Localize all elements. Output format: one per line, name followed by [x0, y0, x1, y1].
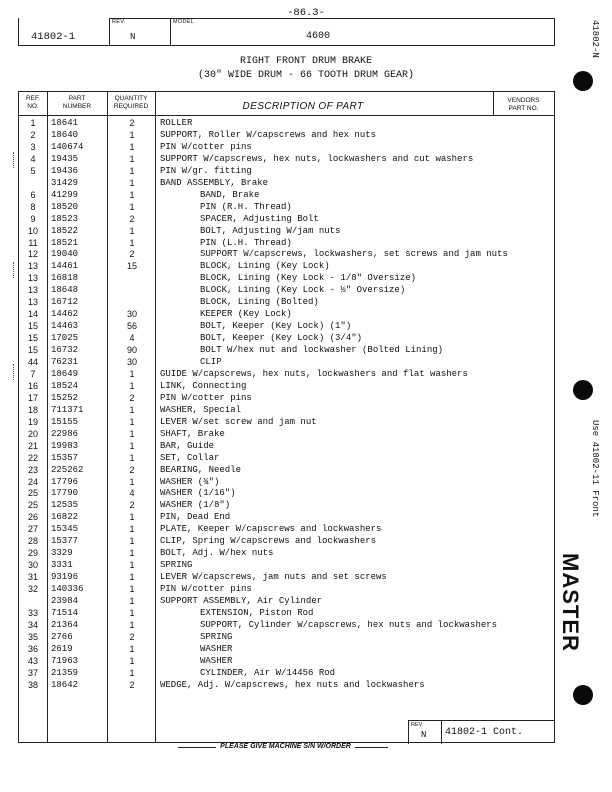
table-row	[19, 260, 554, 272]
table-row	[19, 476, 554, 488]
table-row	[19, 643, 554, 655]
margin-use-note: Use 41802-11 Front	[590, 420, 600, 518]
description-cell: BOLT, Keeper (Key Lock) (3/4")	[200, 333, 363, 344]
ref-cell: 28	[27, 536, 38, 547]
description-cell: BAND ASSEMBLY, Brake	[160, 177, 269, 188]
quantity-cell: 1	[129, 476, 135, 487]
table-row	[19, 296, 554, 308]
part-number-cell: 140674	[51, 141, 84, 152]
ref-cell: 37	[27, 667, 38, 678]
quantity-cell: 1	[129, 548, 135, 559]
header-model: 4600	[306, 31, 331, 42]
table-row	[19, 511, 554, 523]
part-number-cell: 18641	[51, 118, 79, 128]
ref-cell: 20	[27, 428, 38, 439]
part-number-cell: 18522	[51, 225, 79, 236]
ref-cell: 22	[27, 452, 38, 463]
part-number-cell: 3331	[51, 560, 73, 571]
part-number-cell: 21359	[51, 667, 79, 678]
quantity-cell: 1	[129, 524, 135, 535]
quantity-cell: 2	[129, 464, 135, 475]
part-number-cell: 15357	[51, 452, 79, 463]
ref-cell: 13	[27, 273, 38, 284]
description-cell: PLATE, Keeper W/capscrews and lockwashers	[160, 524, 382, 535]
part-number-cell: 19040	[51, 249, 79, 260]
table-row	[19, 129, 554, 141]
table-row	[19, 141, 554, 153]
quantity-cell: 2	[129, 213, 135, 224]
quantity-cell: 1	[129, 572, 135, 583]
table-row	[19, 392, 554, 404]
punch-hole-top	[573, 71, 593, 91]
description-cell: ROLLER	[160, 118, 193, 128]
page-subtitle: (30" WIDE DRUM - 66 TOOTH DRUM GEAR)	[197, 70, 415, 81]
quantity-cell: 1	[129, 237, 135, 248]
quantity-cell: 1	[129, 201, 135, 212]
part-number-cell: 3329	[51, 548, 73, 559]
description-cell: BLOCK, Lining (Bolted)	[200, 297, 319, 308]
part-number-cell: 140336	[51, 584, 84, 595]
table-row	[19, 356, 554, 368]
description-cell: SUPPORT, Roller W/capscrews and hex nuts	[160, 129, 377, 140]
ref-cell: 31	[27, 572, 38, 583]
description-cell: WASHER (¾")	[160, 476, 220, 487]
description-cell: BLOCK, Lining (Key Lock)	[200, 261, 330, 272]
description-cell: KEEPER (Key Lock)	[200, 309, 292, 320]
description-cell: SHAFT, Brake	[160, 428, 225, 439]
quantity-cell: 1	[129, 655, 135, 666]
part-number-cell: 16732	[51, 345, 79, 356]
quantity-cell: 1	[129, 536, 135, 547]
quantity-cell: 30	[126, 309, 137, 320]
part-number-cell: 18520	[51, 201, 79, 212]
footer-note-container	[18, 743, 553, 750]
quantity-cell: 1	[129, 619, 135, 630]
description-cell: PIN, Dead End	[160, 512, 231, 523]
description-cell: BAR, Guide	[160, 440, 215, 451]
quantity-cell: 1	[129, 177, 135, 188]
parts-table	[18, 91, 555, 743]
quantity-cell: 1	[129, 141, 135, 152]
table-row	[19, 213, 554, 225]
table-row	[19, 607, 554, 619]
part-number-cell: 16818	[51, 273, 79, 284]
ref-cell: 21	[27, 440, 38, 451]
ref-cell: 5	[30, 165, 36, 176]
quantity-cell: 90	[126, 345, 137, 356]
description-cell: WASHER (1/16")	[160, 488, 236, 499]
ref-cell: 44	[27, 357, 38, 367]
rev-caption: REV.	[112, 19, 126, 25]
table-row	[19, 523, 554, 535]
table-column-headers	[19, 92, 554, 116]
margin-top-code: 41802-N	[590, 20, 600, 58]
table-row	[19, 320, 554, 332]
quantity-cell: 1	[129, 512, 135, 523]
quantity-cell: 1	[129, 596, 135, 606]
ref-cell: 6	[30, 189, 36, 200]
description-cell: LEVER W/capscrews, jam nuts and set screws	[160, 572, 387, 583]
table-row	[19, 248, 554, 260]
description-cell: WEDGE, Adj. W/capscrews, hex nuts and lockwashers	[160, 679, 425, 690]
model-caption: MODEL	[173, 19, 195, 25]
table-row	[19, 499, 554, 511]
margin-tick	[13, 262, 14, 278]
quantity-cell: 2	[129, 500, 135, 511]
header-part-number: 41802-1	[31, 31, 76, 43]
ref-cell: 9	[30, 213, 36, 224]
ref-cell: 29	[27, 548, 38, 559]
description-cell: GUIDE W/capscrews, hex nuts, lockwashers and flat washers	[160, 368, 468, 379]
description-cell: PIN W/cotter pins	[160, 392, 252, 403]
description-cell: BLOCK, Lining (Key Lock - 1/8" Oversize)	[200, 273, 417, 284]
quantity-cell: 15	[126, 261, 137, 272]
quantity-cell: 30	[126, 357, 137, 367]
ref-cell: 30	[27, 560, 38, 571]
ref-cell: 13	[27, 297, 38, 308]
margin-tick	[13, 152, 14, 168]
quantity-cell: 1	[129, 368, 135, 379]
punch-hole-middle	[573, 380, 593, 400]
quantity-cell: 1	[129, 560, 135, 571]
part-number-cell: 18649	[51, 368, 79, 379]
part-number-cell: 15345	[51, 524, 79, 535]
ref-cell: 16	[27, 380, 38, 391]
table-row	[19, 177, 554, 189]
table-row	[19, 452, 554, 464]
description-cell: PIN W/gr. fitting	[160, 165, 252, 176]
ref-cell: 11	[28, 237, 38, 248]
description-cell: BLOCK, Lining (Key Lock - ½" Oversize)	[200, 285, 406, 296]
table-row	[19, 189, 554, 201]
part-number-cell: 19435	[51, 153, 79, 164]
ref-cell: 24	[27, 476, 38, 487]
part-number-cell: 18648	[51, 285, 79, 296]
table-row	[19, 165, 554, 177]
footer-rev: N	[421, 730, 427, 740]
table-row	[19, 308, 554, 320]
description-cell: SPACER, Adjusting Bolt	[200, 213, 319, 224]
ref-cell: 32	[27, 584, 38, 595]
quantity-cell: 1	[129, 380, 135, 391]
continuation-box	[408, 720, 554, 744]
quantity-cell: 1	[129, 607, 135, 618]
ref-cell: 43	[27, 655, 38, 666]
part-number-cell: 14463	[51, 321, 79, 332]
ref-cell: 13	[27, 285, 38, 296]
ref-cell: 1	[30, 118, 36, 128]
part-number-cell: 16822	[51, 512, 79, 523]
table-row	[19, 535, 554, 547]
ref-cell: 14	[27, 309, 38, 320]
part-number-cell: 17025	[51, 333, 79, 344]
continuation-label: 41802-1 Cont.	[445, 727, 524, 738]
description-cell: BOLT, Adjusting W/jam nuts	[200, 225, 341, 236]
col-quantity: QUANTITY REQUIRED	[113, 95, 149, 110]
description-cell: BOLT W/hex nut and lockwasher (Bolted Lining)	[200, 345, 444, 356]
table-row	[19, 332, 554, 344]
quantity-cell: 1	[129, 165, 135, 176]
description-cell: BOLT, Keeper (Key Lock) (1")	[200, 321, 352, 332]
part-number-cell: 23984	[51, 596, 79, 606]
part-number-cell: 21364	[51, 619, 79, 630]
quantity-cell: 2	[129, 392, 135, 403]
quantity-cell: 1	[129, 440, 135, 451]
quantity-cell: 1	[129, 404, 135, 415]
table-row	[19, 619, 554, 631]
part-number-cell: 14462	[51, 309, 79, 320]
master-stamp: MASTER	[558, 553, 583, 652]
quantity-cell: 4	[129, 333, 135, 344]
table-row	[19, 631, 554, 643]
table-row	[19, 284, 554, 296]
ref-cell: 13	[27, 261, 38, 272]
table-row	[19, 201, 554, 213]
page-number: -86.3-	[287, 7, 325, 19]
quantity-cell: 1	[129, 428, 135, 439]
document-header-box	[18, 18, 555, 46]
part-number-cell: 12535	[51, 500, 79, 511]
table-row	[19, 559, 554, 571]
description-cell: PIN (R.H. Thread)	[200, 201, 292, 212]
description-cell: WASHER, Special	[160, 404, 242, 415]
table-row	[19, 344, 554, 356]
ref-cell: 19	[27, 416, 38, 427]
quantity-cell: 2	[129, 249, 135, 260]
quantity-cell: 1	[129, 584, 135, 595]
description-cell: LINK, Connecting	[160, 380, 247, 391]
quantity-cell: 1	[129, 225, 135, 236]
col-vendors-part: VENDORS PART NO.	[507, 97, 540, 112]
col-description: DESCRIPTION OF PART	[242, 101, 364, 112]
header-rev: N	[130, 32, 136, 42]
description-cell: SPRING	[200, 631, 233, 642]
description-cell: CLIP, Spring W/capscrews and lockwashers	[160, 536, 377, 547]
description-cell: BEARING, Needle	[160, 464, 242, 475]
ref-cell: 27	[27, 524, 38, 535]
part-number-cell: 41299	[51, 189, 79, 200]
table-row	[19, 225, 554, 237]
ref-cell: 25	[27, 488, 38, 499]
part-number-cell: 15252	[51, 392, 79, 403]
part-number-cell: 18524	[51, 380, 79, 391]
description-cell: SUPPORT ASSEMBLY, Air Cylinder	[160, 596, 323, 606]
ref-cell: 17	[27, 392, 38, 403]
table-row	[19, 583, 554, 595]
ref-cell: 10	[27, 225, 38, 236]
part-number-cell: 15377	[51, 536, 79, 547]
table-row	[19, 595, 554, 607]
part-number-cell: 17790	[51, 488, 79, 499]
ref-cell: 36	[27, 643, 38, 654]
part-number-cell: 71514	[51, 607, 79, 618]
ref-cell: 12	[27, 249, 38, 260]
table-row	[19, 153, 554, 165]
ref-cell: 26	[27, 512, 38, 523]
description-cell: BOLT, Adj. W/hex nuts	[160, 548, 274, 559]
ref-cell: 15	[27, 333, 38, 344]
ref-cell: 3	[30, 141, 36, 152]
ref-cell: 34	[27, 619, 38, 630]
table-row	[19, 679, 554, 691]
footer-note: PLEASE GIVE MACHINE S/N W/ORDER	[216, 743, 355, 750]
part-number-cell: 711371	[51, 404, 84, 415]
description-cell: WASHER	[200, 643, 233, 654]
table-row	[19, 416, 554, 428]
description-cell: SUPPORT W/capscrews, lockwashers, set screws and jam nuts	[200, 249, 508, 260]
table-row	[19, 547, 554, 559]
table-row	[19, 368, 554, 380]
description-cell: SET, Collar	[160, 452, 220, 463]
punch-hole-bottom	[573, 685, 593, 705]
quantity-cell: 1	[129, 153, 135, 164]
ref-cell: 7	[30, 368, 36, 379]
part-number-cell: 2619	[51, 643, 73, 654]
description-cell: PIN W/cotter pins	[160, 584, 252, 595]
part-number-cell: 14461	[51, 261, 79, 272]
table-row	[19, 487, 554, 499]
ref-cell: 4	[30, 153, 36, 164]
part-number-cell: 17796	[51, 476, 79, 487]
table-row	[19, 571, 554, 583]
quantity-cell: 2	[129, 118, 135, 128]
part-number-cell: 15155	[51, 416, 79, 427]
quantity-cell: 1	[129, 189, 135, 200]
description-cell: SUPPORT, Cylinder W/capscrews, hex nuts and lockwashers	[200, 619, 498, 630]
description-cell: CLIP	[200, 357, 222, 367]
description-cell: PIN (L.H. Thread)	[200, 237, 292, 248]
description-cell: PIN W/cotter pins	[160, 141, 252, 152]
ref-cell: 8	[30, 201, 36, 212]
ref-cell: 23	[27, 464, 38, 475]
description-cell: WASHER (1/8")	[160, 500, 231, 511]
quantity-cell: 1	[129, 643, 135, 654]
table-row	[19, 117, 554, 129]
description-cell: CYLINDER, Air W/14456 Rod	[200, 667, 336, 678]
table-row	[19, 428, 554, 440]
part-number-cell: 2766	[51, 631, 73, 642]
footer-rev-caption: REV.	[411, 722, 424, 728]
description-cell: WASHER	[200, 655, 233, 666]
description-cell: SUPPORT W/capscrews, hex nuts, lockwashers and cut washers	[160, 153, 474, 164]
table-row	[19, 404, 554, 416]
margin-tick	[13, 364, 14, 380]
table-row	[19, 380, 554, 392]
description-cell: EXTENSION, Piston Rod	[200, 607, 314, 618]
quantity-cell: 2	[129, 631, 135, 642]
part-number-cell: 31429	[51, 177, 79, 188]
quantity-cell: 1	[129, 452, 135, 463]
quantity-cell: 1	[129, 129, 135, 140]
description-cell: BAND, Brake	[200, 189, 260, 200]
table-row	[19, 667, 554, 679]
table-row	[19, 272, 554, 284]
quantity-cell: 1	[129, 416, 135, 427]
part-number-cell: 19436	[51, 165, 79, 176]
part-number-cell: 16712	[51, 297, 79, 308]
ref-cell: 25	[27, 500, 38, 511]
description-cell: LEVER W/set screw and jam nut	[160, 416, 317, 427]
description-cell: SPRING	[160, 560, 193, 571]
part-number-cell: 19983	[51, 440, 79, 451]
ref-cell: 35	[27, 631, 38, 642]
part-number-cell: 76231	[51, 357, 79, 367]
part-number-cell: 18642	[51, 679, 79, 690]
table-row	[19, 237, 554, 249]
table-row	[19, 655, 554, 667]
part-number-cell: 18521	[51, 237, 79, 248]
ref-cell: 18	[27, 404, 38, 415]
col-part-number: PART NUMBER	[62, 95, 92, 110]
quantity-cell: 4	[129, 488, 135, 499]
table-row	[19, 464, 554, 476]
ref-cell: 38	[27, 679, 38, 690]
table-row	[19, 440, 554, 452]
ref-cell: 15	[27, 345, 38, 356]
part-number-cell: 18640	[51, 129, 79, 140]
quantity-cell: 2	[129, 679, 135, 690]
ref-cell: 2	[30, 129, 36, 140]
part-number-cell: 93196	[51, 572, 79, 583]
ref-cell: 33	[27, 607, 38, 618]
part-number-cell: 18523	[51, 213, 79, 224]
part-number-cell: 225262	[51, 464, 84, 475]
part-number-cell: 71963	[51, 655, 79, 666]
page-title: RIGHT FRONT DRUM BRAKE	[239, 56, 373, 67]
quantity-cell: 56	[126, 321, 137, 332]
ref-cell: 15	[27, 321, 38, 332]
quantity-cell: 1	[129, 667, 135, 678]
part-number-cell: 22986	[51, 428, 79, 439]
col-ref: REF. NO.	[25, 95, 41, 110]
